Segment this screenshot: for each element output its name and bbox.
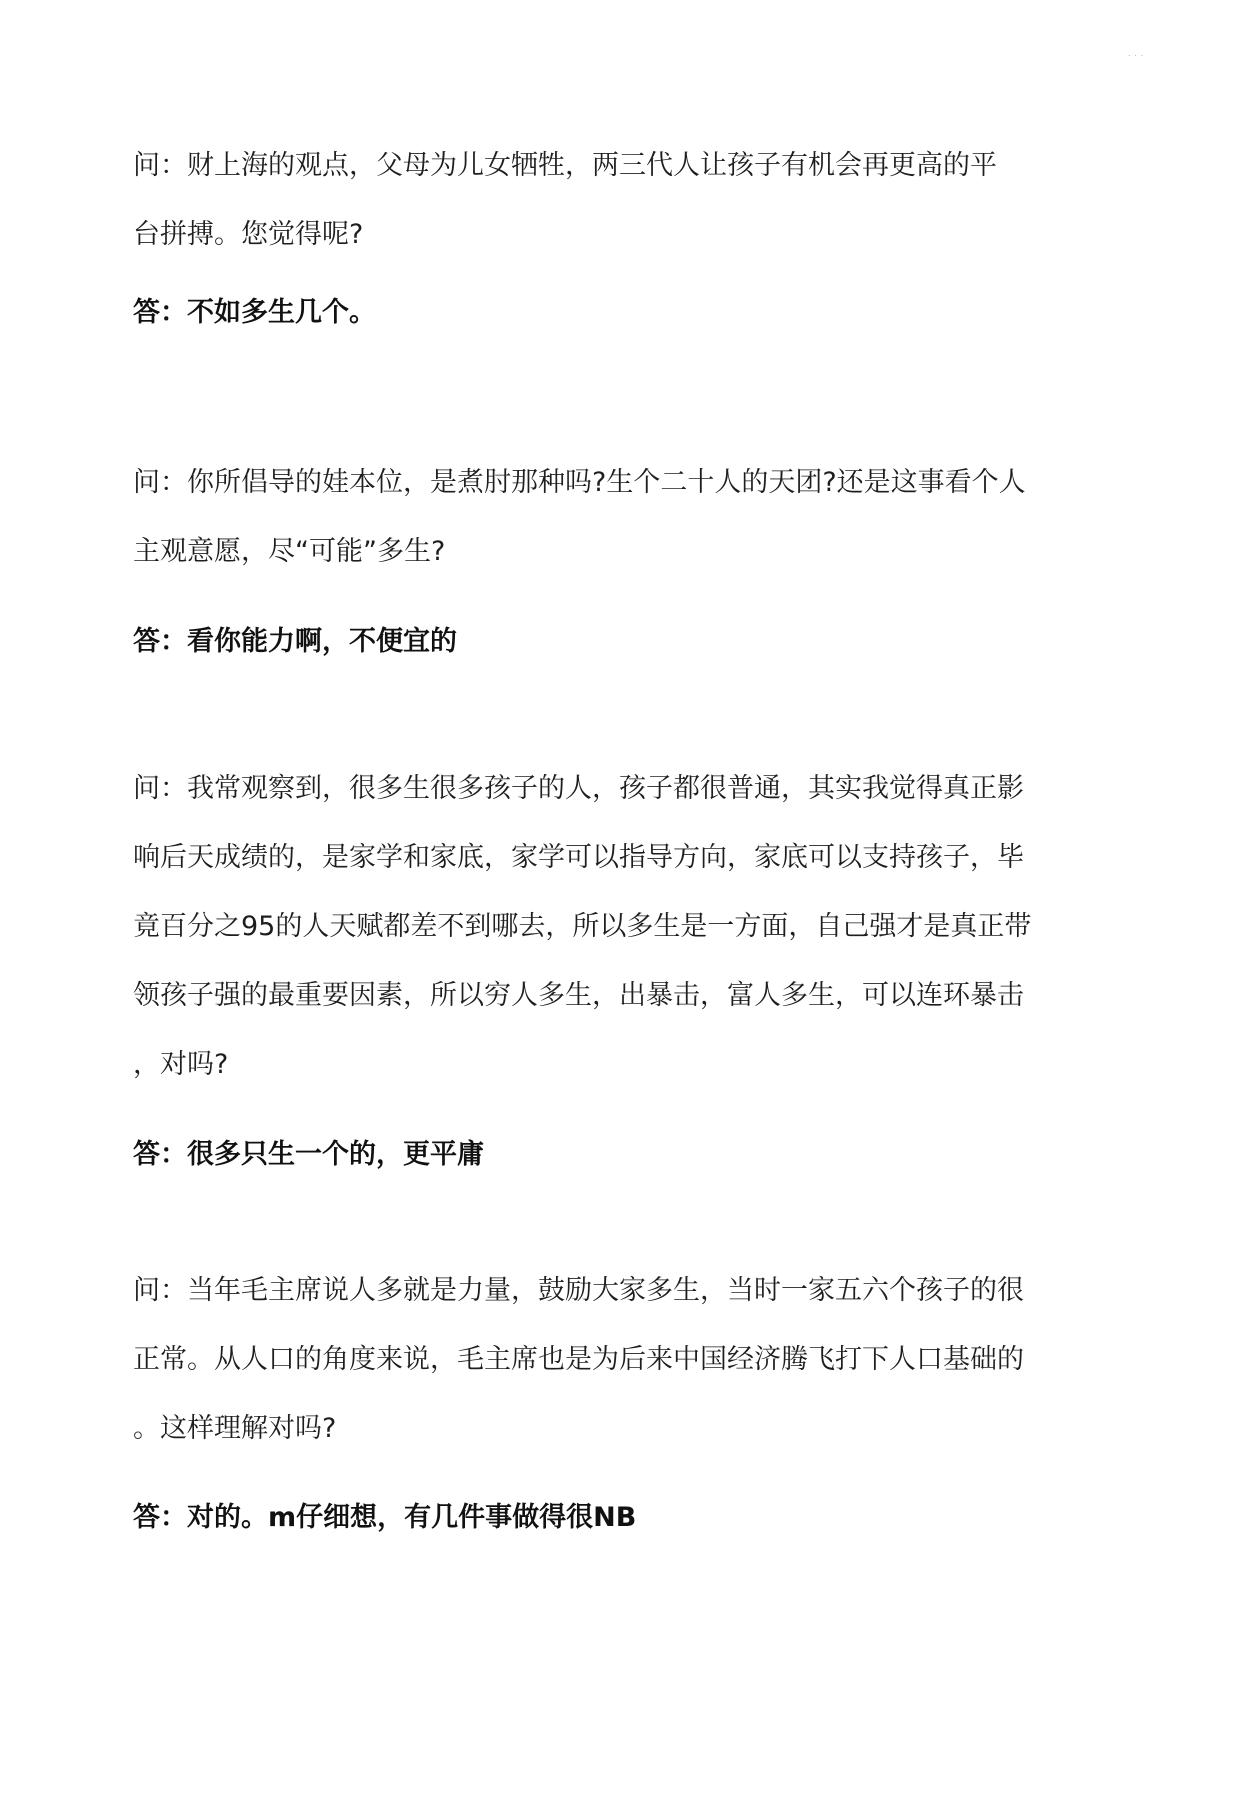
question-line: 领孩子强的最重要因素，所以穷人多生，出暴击，富人多生，可以连环暴击 [133,980,1024,1011]
answer-text: 答：不如多生几个。 [133,297,376,328]
question-line: 。这样理解对吗? [133,1413,337,1444]
qa-block-1 [133,131,1073,333]
answer-text: 答：看你能力啊，不便宜的 [133,626,457,657]
question-line: 正常。从人口的角度来说，毛主席也是为后来中国经济腾飞打下人口基础的 [133,1344,1024,1375]
qa-block-3 [133,754,1073,1175]
qa-block-2 [133,448,1073,662]
qa-block-4 [133,1256,1073,1538]
question-line: 竟百分之95的人天赋都差不到哪去，所以多生是一方面，自己强才是真正带 [133,911,1032,942]
question-line: 响后天成绩的，是家学和家底，家学可以指导方向，家底可以支持孩子，毕 [133,842,1024,873]
question-line: ，对吗? [133,1049,229,1080]
question-line: 问：你所倡导的娃本位，是煮肘那种吗?生个二十人的天团?还是这事看个人 [133,467,1026,498]
question-line: 主观意愿，尽“可能”多生? [133,536,446,567]
page-corner-mark: · · · [1128,52,1145,60]
question-line: 台拼搏。您觉得呢? [133,219,364,250]
answer-text: 答：对的。m仔细想，有几件事做得很NB [133,1502,637,1533]
question-line: 问：当年毛主席说人多就是力量，鼓励大家多生，当时一家五六个孩子的很 [133,1275,1024,1306]
question-line: 问：我常观察到，很多生很多孩子的人，孩子都很普通，其实我觉得真正影 [133,773,1024,804]
question-line: 问：财上海的观点，父母为儿女牺牲，两三代人让孩子有机会再更高的平 [133,150,997,181]
answer-text: 答：很多只生一个的，更平庸 [133,1139,484,1170]
